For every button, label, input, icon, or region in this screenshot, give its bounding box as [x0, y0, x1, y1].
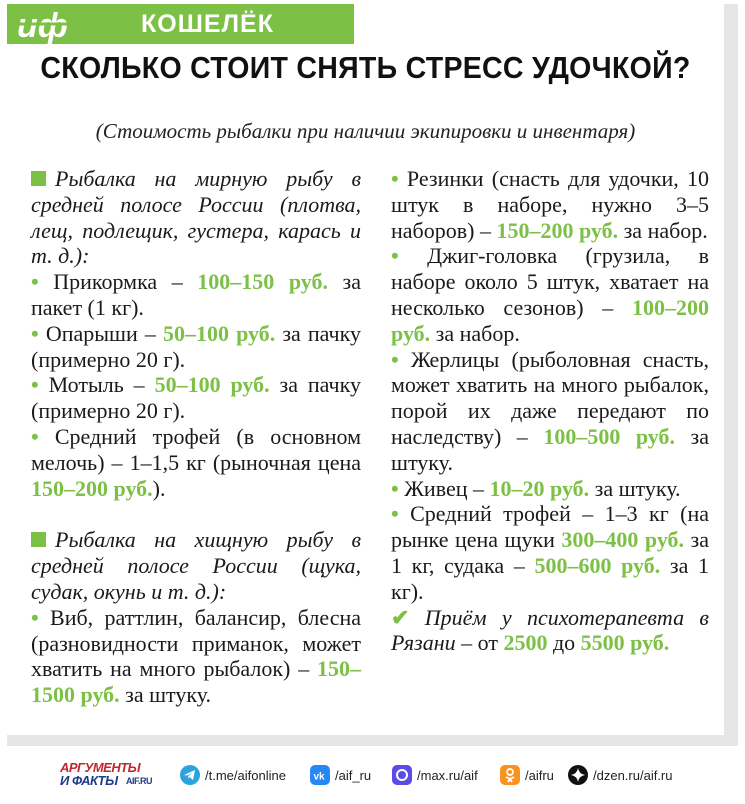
list-item: • Джиг-головка (грузила, в наборе около 5 штук, хватает на несколько сезонов) – 100–200 руб. за набор.: [391, 243, 710, 346]
check-icon: ✔: [391, 604, 425, 630]
footer: [0, 757, 745, 797]
dot-bullet-icon: •: [31, 372, 49, 398]
dot-bullet-icon: •: [31, 423, 55, 449]
list-item: • Живец – 10–20 руб. за штуку.: [391, 475, 681, 501]
max-icon: [392, 765, 412, 785]
dzen-icon: [568, 765, 588, 785]
page-title: СКОЛЬКО СТОИТ СНЯТЬ СТРЕСС УДОЧКОЙ?: [40, 50, 691, 85]
section-tab: [7, 4, 354, 44]
aif-brand-logo[interactable]: АРГУМЕНТЫ И ФАКТЫ AIF.RU: [60, 760, 152, 788]
block-heading: Рыбалка на хищную рыбу в средней полосе России (щука, судак, окунь и т. д.):: [31, 527, 361, 604]
square-bullet-icon: [31, 532, 46, 547]
vk-icon: [310, 765, 330, 785]
list-item: • Мотыль – 50–100 руб. за пачку (примерно 20 г).: [31, 372, 361, 424]
article-panel: [7, 4, 724, 735]
right-column: [391, 166, 709, 656]
list-item: • Опарыши – 50–100 руб. за пачку (примерно 20 г).: [31, 320, 361, 372]
aif-logo-icon: [13, 4, 99, 44]
block-heading: Рыбалка на мирную рыбу в средней полосе России (плотва, лещ, подлещик, густера, карась и т. д.):: [31, 166, 361, 269]
odnoklassniki-link[interactable]: /aifru: [500, 764, 554, 786]
dot-bullet-icon: •: [391, 475, 405, 501]
dot-bullet-icon: •: [31, 269, 54, 295]
left-column: [31, 166, 361, 708]
list-item: • Средний трофей – 1–3 кг (на рынке цена щуки 300–400 руб. за 1 кг, судака – 500–600 руб. за 1 кг).: [391, 501, 710, 604]
square-bullet-icon: [31, 171, 46, 186]
list-item: • Прикормка – 100–150 руб. за пакет (1 кг).: [31, 269, 361, 320]
dot-bullet-icon: •: [31, 320, 46, 346]
dot-bullet-icon: •: [391, 166, 407, 191]
dzen-link[interactable]: /dzen.ru/aif.ru: [568, 764, 673, 786]
subtitle: (Стоимость рыбалки при наличии экипировки и инвентаря): [95, 119, 636, 143]
dot-bullet-icon: •: [391, 243, 428, 269]
svg-text:vk: vk: [313, 771, 325, 783]
dot-bullet-icon: •: [31, 604, 51, 630]
section-label: КОШЕЛЁК: [141, 10, 275, 38]
dot-bullet-icon: •: [391, 501, 411, 527]
list-item: • Виб, раттлин, балансир, блесна (разновидности приманок, может хватить на много рыбалок) – 150–1500 руб. за штуку.: [31, 604, 361, 708]
list-item: • Резинки (снасть для удочки, 10 штук в наборе, нужно 3–5 наборов) – 150–200 руб. за набор.: [391, 166, 709, 243]
dot-bullet-icon: •: [391, 346, 411, 372]
list-item: • Средний трофей (в основном мелочь) – 1–1,5 кг (рыночная цена 150–200 руб.).: [31, 423, 361, 501]
svg-text:иф: иф: [17, 7, 68, 44]
vk-link[interactable]: vk /aif_ru: [310, 764, 371, 786]
max-link[interactable]: /max.ru/aif: [392, 764, 478, 786]
list-item: • Жерлицы (рыболовная снасть, может хватить на много рыбалок, порой их даже передают по наследству) – 100–500 руб. за штуку.: [391, 346, 710, 475]
telegram-icon: [180, 765, 200, 785]
list-item: ✔ Приём у психотерапевта в Рязани – от 2500 до 5500 руб.: [391, 604, 709, 656]
odnoklassniki-icon: [500, 765, 520, 785]
telegram-link[interactable]: /t.me/aifonline: [180, 764, 286, 786]
